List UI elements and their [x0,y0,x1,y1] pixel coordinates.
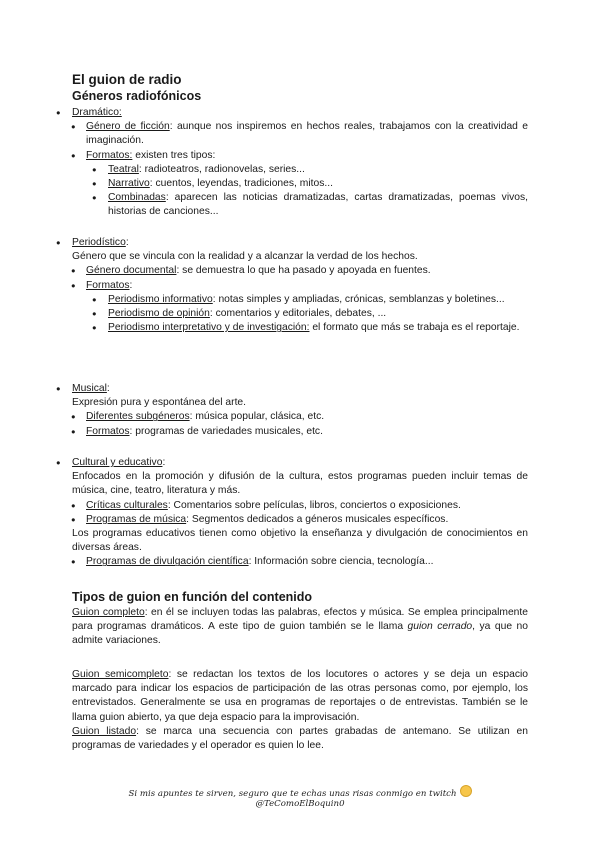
section-cultural [56,456,528,570]
list-item: ● Críticas culturales: Comentarios sobre películas, libros, conciertos o exposiciones. [56,499,528,513]
section-heading-tipos: Tipos de guion en función del contenido [72,590,313,604]
section-heading-generos: Géneros radiofónicos [72,89,202,103]
list-item: ● Cultural y educativo: [56,456,528,470]
list-item: ● Periodismo informativo: notas simples y ampliadas, crónicas, semblanzas y boletines... [56,293,528,307]
paragraph-guion-semicompleto: Guion semicompleto: se redactan los textos de los locutores o actores y se deja un espacio marcado para indicar los espacios de participación de las otras personas como, por ejemplo, los entrevistados. Generalmente se usa en programas de reportajes o de entrevistas. También se le llama guion abierto, ya que deja espacio para la improvisación. [72,669,528,723]
footer-note: Si mis apuntes te sirven, seguro que te echas unas risas conmigo en twitch [0,785,600,799]
page-title: El guion de radio [72,72,182,87]
list-item: ● Combinadas: aparecen las noticias dramatizadas, cartas dramatizadas, poemas vivos, historias de canciones... [56,191,528,219]
list-item: ● Género documental: se demuestra lo que ha pasado y apoyada en fuentes. [56,264,528,278]
list-item: ● Formatos: programas de variedades musicales, etc. [56,425,528,439]
list-item: ● Periodístico: [56,236,528,250]
list-item: ● Periodismo interpretativo y de investigación: el formato que más se trabaja es el reportaje. [56,321,528,335]
paragraph: Enfocados en la promoción y difusión de la cultura, estos programas pueden incluir temas de música, cine, teatro, literatura y más. [72,471,528,497]
section-dramatico [56,106,528,220]
list-item: ● Musical: [56,382,528,396]
paragraph: Expresión pura y espontánea del arte. [72,397,247,409]
list-item: ● Narrativo: cuentos, leyendas, tradiciones, mitos... [56,177,528,191]
section-periodistico [56,236,528,335]
paragraph-guion-completo: Guion completo: en él se incluyen todas las palabras, efectos y música. Se emplea principalmente para programas dramáticos. A este tipo de guion también se le llama guion cerrado, ya que no admite variaciones. [72,607,529,647]
list-item: ● Teatral: radioteatros, radionovelas, series... [56,163,528,177]
smile-emoji-icon [460,785,472,797]
list-item: ● Género de ficción: aunque nos inspiremos en hechos reales, trabajamos con la creatividad e imaginación. [56,120,528,148]
list-item: ● Formatos: existen tres tipos: [56,149,528,163]
list-item: ● Periodismo de opinión: comentarios y editoriales, debates, ... [56,307,528,321]
list-item: ● Dramático: [56,106,528,120]
section-musical [56,382,528,439]
paragraph: Género que se vincula con la realidad y a alcanzar la verdad de los hechos. [72,251,418,263]
list-item: ● Programas de divulgación científica: Información sobre ciencia, tecnología... [56,555,528,569]
list-item: ● Programas de música: Segmentos dedicados a géneros musicales específicos. [56,513,528,527]
footer-handle: @TeComoElBoquin0 [255,799,345,809]
paragraph: Los programas educativos tienen como objetivo la enseñanza y divulgación de conocimientos en diversas áreas. [72,528,528,554]
list-item: ● Diferentes subgéneros: música popular, clásica, etc. [56,410,528,424]
paragraph-guion-listado: Guion listado: se marca una secuencia con partes grabadas de antemano. Se utilizan en programas de variedades y el operador es quien lo lee. [72,726,529,752]
list-item: ● Formatos: [56,279,528,293]
